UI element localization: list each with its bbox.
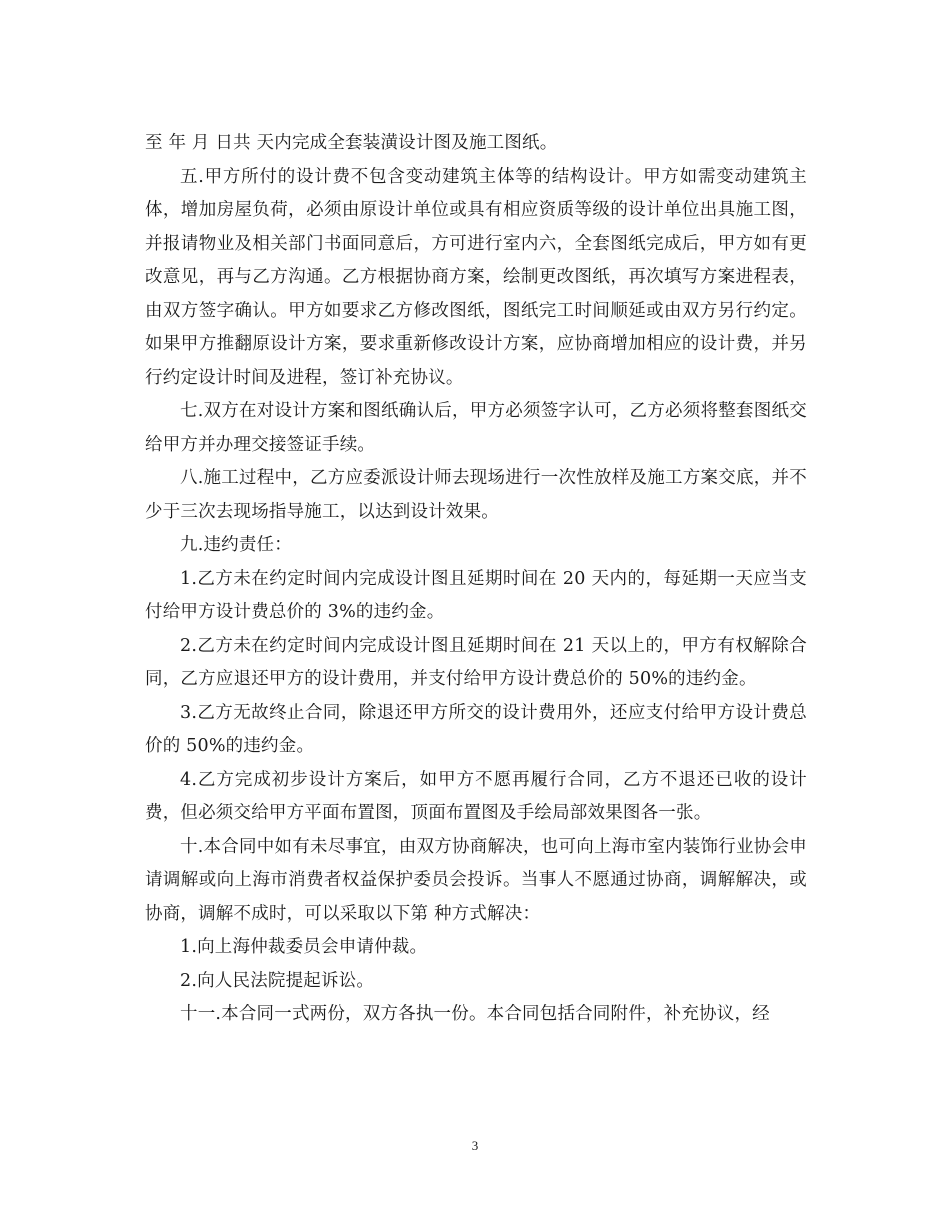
paragraph-clause-5: 五.甲方所付的设计费不包含变动建筑主体等的结构设计。甲方如需变动建筑主体，增加房屋负荷，必须由原设计单位或具有相应资质等级的设计单位出具施工图，并报请物业及相关部门书面同意后，方可进行室内六，全套图纸完成后，甲方如有更改意见，再与乙方沟通。乙方根据协商方案，绘制更改图纸，再次填写方案进程表，由双方签字确认。甲方如要求乙方修改图纸，图纸完工时间顺延或由双方另行约定。 如果甲方推翻原设计方案，要求重新修改设计方案，应协商增加相应的设计费，并另行约定设计时间及进程，签订补充协议。 <box>145 166 807 388</box>
paragraph-clause-9-item-4: 4.乙方完成初步设计方案后，如甲方不愿再履行合同，乙方不退还已收的设计费，但必须交给甲方平面布置图，顶面布置图及手绘局部效果图各一张。 <box>145 769 807 823</box>
paragraph-clause-10: 十.本合同中如有未尽事宜，由双方协商解决，也可向上海市室内装饰行业协会申请调解或向上海市消费者权益保护委员会投诉。当事人不愿通过协商，调解解决，或协商，调解不成时，可以采取以下第 种方式解决： <box>145 836 807 924</box>
paragraph-completion-date: 至 年 月 日共 天内完成全套装潢设计图及施工图纸。 <box>145 133 558 153</box>
document-body <box>145 127 807 1032</box>
paragraph-clause-9-heading: 九.违约责任： <box>180 535 292 555</box>
paragraph-clause-9-item-2: 2.乙方未在约定时间内完成设计图且延期时间在 21 天以上的，甲方有权解除合同，乙方应退还甲方的设计费用，并支付给甲方设计费总价的 50%的违约金。 <box>145 635 807 689</box>
paragraph-clause-10-option-1: 1.向上海仲裁委员会申请仲裁。 <box>180 937 428 957</box>
paragraph-clause-9-item-1: 1.乙方未在约定时间内完成设计图且延期时间在 20 天内的，每延期一天应当支付给甲方设计费总价的 3%的违约金。 <box>145 568 807 622</box>
page-number: 3 <box>471 1138 479 1153</box>
paragraph-clause-8: 八.施工过程中，乙方应委派设计师去现场进行一次性放样及施工方案交底，并不少于三次去现场指导施工，以达到设计效果。 <box>145 468 807 522</box>
paragraph-clause-10-option-2: 2.向人民法院提起诉讼。 <box>180 970 375 991</box>
paragraph-clause-9-item-3: 3.乙方无故终止合同，除退还甲方所交的设计费用外，还应支付给甲方设计费总价的 50%的违约金。 <box>145 702 807 756</box>
paragraph-clause-11: 十一.本合同一式两份，双方各执一份。本合同包括合同附件，补充协议，经 <box>180 1004 770 1024</box>
paragraph-clause-7: 七.双方在对设计方案和图纸确认后，甲方必须签字认可，乙方必须将整套图纸交给甲方并办理交接签证手续。 <box>145 401 807 455</box>
